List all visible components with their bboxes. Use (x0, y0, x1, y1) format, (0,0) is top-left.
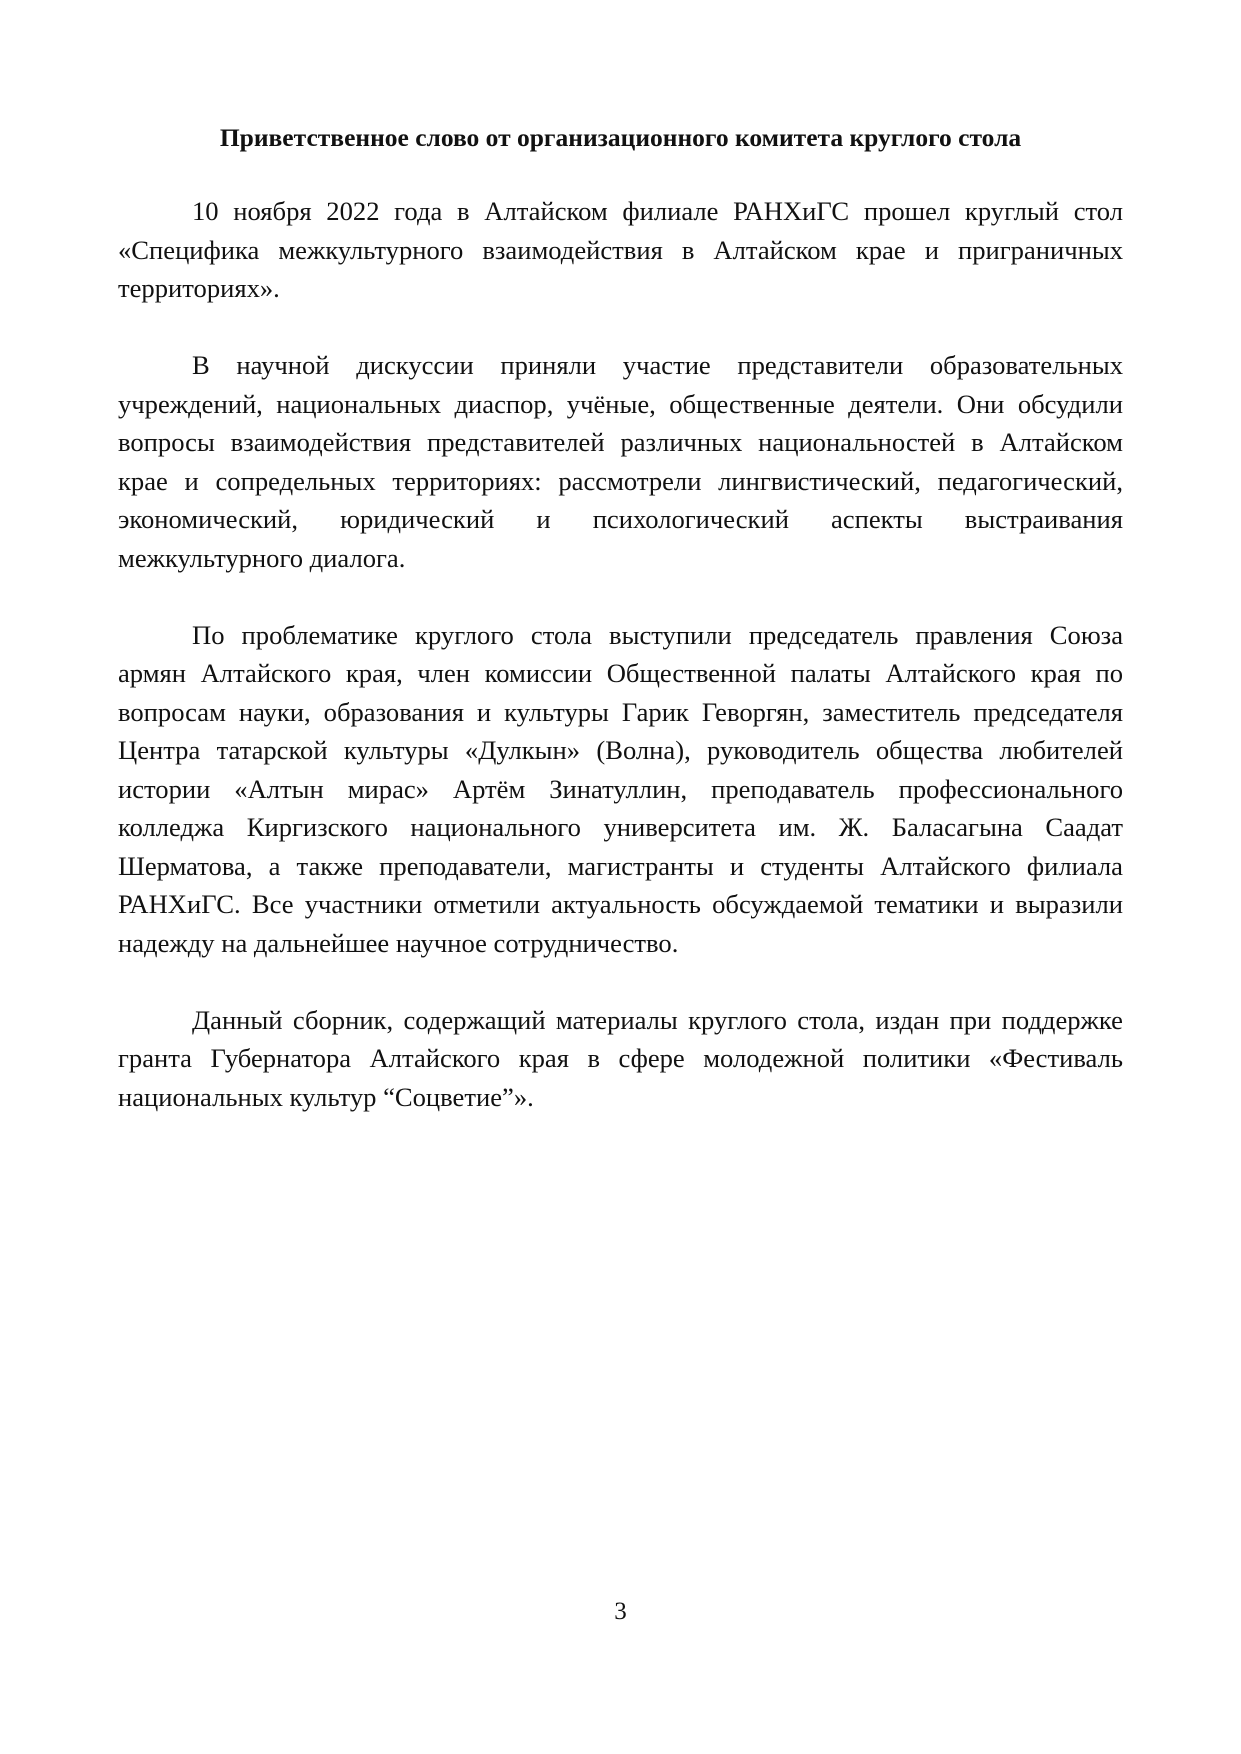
document-title: Приветственное слово от организационного комитета круглого стола (219, 123, 1022, 152)
paragraph-speakers: По проблематике круглого стола выступили председатель правления Союза армян Алтайского края, член комиссии Общественной палаты Алтайского края по вопросам науки, образования и культуры Гарик Геворгян, заместитель председателя Центра татарской культуры «Дулкын» (Волна), руководитель общества любителей истории «Алтын мирас» Артём Зинатуллин, преподаватель профессионального колледжа Киргизского национального университета им. Ж. Баласагына Саадат Шерматова, а также преподаватели, магистранты и студенты Алтайского филиала РАНХиГС. Все участники отметили актуальность обсуждаемой тематики и выразили надежду на дальнейшее научное сотрудничество. (118, 619, 1123, 958)
document-body (118, 192, 1123, 1155)
page-number: 3 (614, 1598, 627, 1625)
paragraph-round-table-date: 10 ноября 2022 года в Алтайском филиале РАНХиГС прошел круглый стол «Специфика межкультурного взаимодействия в Алтайском крае и приграничных территориях». (118, 196, 1123, 303)
paragraph-discussion-participants: В научной дискуссии приняли участие представители образовательных учреждений, национальных диаспор, учёные, общественные деятели. Они обсудили вопросы взаимодействия представителей различных национальностей в Алтайском крае и сопредельных территориях: рассмотрели лингвистический, педагогический, экономический, юридический и психологический аспекты выстраивания межкультурного диалога. (118, 350, 1123, 573)
paragraph-grant-support: Данный сборник, содержащий материалы круглого стола, издан при поддержке гранта Губернатора Алтайского края в сфере молодежной политики «Фестиваль национальных культур “Соцветие”». (118, 1004, 1123, 1112)
